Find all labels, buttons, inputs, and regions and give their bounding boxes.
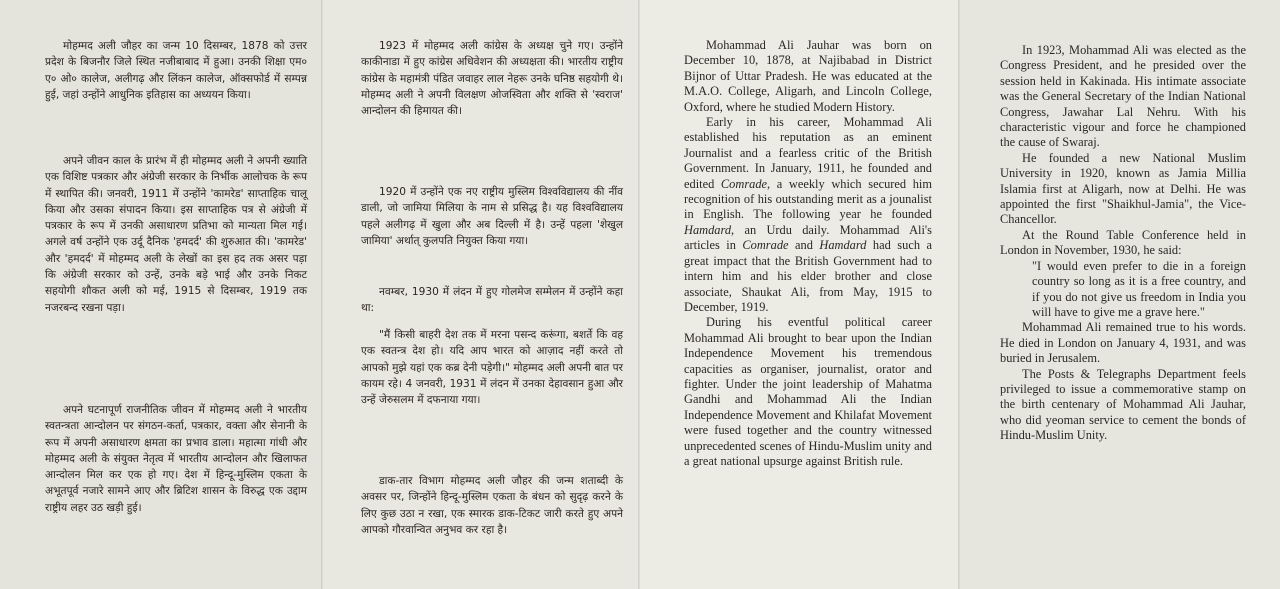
hindi-birth-paragraph: मोहम्मद अली जौहर का जन्म 10 दिसम्बर, 1878 को उत्तर प्रदेश के बिजनौर जिले स्थित नजीबाबाद में हुआ। उनकी शिक्षा एम० ए० ओ० कालेज, अलीगढ़ और लिंकन कालेज, ऑक्सफोर्ड में सम्पन्न हुई, जहां उन्होंने आधुनिक इतिहास का अध्ययन किया। bbox=[45, 40, 307, 101]
hamdard-title: Hamdard bbox=[819, 238, 867, 253]
hindi-journalism-paragraph: अपने जीवन काल के प्रारंभ में ही मोहम्मद अली ने अपनी ख्याति एक विशिष्ट पत्रकार और अंग्रेजी सरकार के निर्भीक आलोचक के रूप में स्थापित की। जनवरी, 1911 में उन्होंने 'कामरेड' साप्ताहिक चालू किया और उसका संपादन किया। इस साप्ताहिक पत्र से अंग्रेजी में पत्रकार के रूप में उनकी असाधारण प्रतिभा को मान्यता मिल गई। अगले वर्ष उन्होंने एक उर्दू दैनिक 'हमदर्द' की शुरुआत की। 'कामरेड' और 'हमदर्द' में मोहम्मद अली के लेखों का इस हद तक असर पड़ा कि अंग्रेजी सरकार को उन्हें, उनके बड़े भाई और उनके निकट सहयोगी शौकत अली को मई, 1915 से दिसम्बर, 1919 तक नजरबन्द रखना पड़ा। bbox=[45, 155, 307, 314]
english-political-paragraph: During his eventful political career Mohammad Ali brought to bear upon the Indian Independence Movement his tremendous capacities as organiser, journalist, orator and fighter. Under the joint leadership of Mahatma Gandhi and Mohammad Ali the Indian Independence Movement and Khilafat Movement were fused together and the country witnessed unprecedented scenes of Hindu-Muslim unity and a great national upsurge against British rule. bbox=[684, 315, 932, 468]
english-death-paragraph: Mohammad Ali remained true to his words. He died in London on January 4, 1931, and was buried in Jerusalem. bbox=[1000, 320, 1246, 366]
english-birth-paragraph: Mohammad Ali Jauhar was born on December 10, 1878, at Najibabad in District Bijnor of Uttar Pradesh. He was educated at the M.A.O. College, Aligarh, and Lincoln College, Oxford, where he studied Modern History. bbox=[684, 38, 932, 114]
hindi-quote-paragraph: "मैं किसी बाहरी देश तक में मरना पसन्द करूंगा, बशर्ते कि वह एक स्वतन्त्र देश हो। यदि आप भारत को आज़ाद नहीं करते तो आपको मुझे यहां एक कब्र देनी पड़ेगी।" मोहम्मद अली अपनी बात पर कायम रहे। 4 जनवरी, 1931 में लंदन में उनका देहावसान हुआ और उन्हें जेरुसलम में दफनाया गया। bbox=[361, 329, 623, 407]
english-jamia-paragraph: He founded a new National Muslim University in 1920, known as Jamia Millia Islamia first at Aligarh, now at Delhi. He was appointed the first "Shaikhul-Jamia", the Vice-Chancellor. bbox=[1000, 150, 1246, 227]
hindi-panel-left bbox=[0, 0, 323, 589]
hamdard-title: Hamdard bbox=[684, 222, 732, 237]
english-stamp-paragraph: The Posts & Telegraphs Department feels privileged to issue a commemorative stamp on the birth centenary of Mohammad Ali Jauhar, who did yeoman service to cement the bonds of Hindu-Muslim Unity. bbox=[1000, 366, 1246, 443]
english-quote: "I would even prefer to die in a foreign country so long as it is a free country, and if you do not give us freedom in India you will have to give me a grave here." bbox=[1032, 258, 1246, 319]
hindi-jamia-paragraph: 1920 में उन्होंने एक नए राष्ट्रीय मुस्लिम विश्वविद्यालय की नींव डाली, जो जामिया मिलिया के नाम से प्रसिद्ध है। यह विश्वविद्यालय पहले अलीगढ़ में खुला और अब दिल्ली में है। उन्हें पहला 'शेखुल जामिया' अर्थात् कुलपति नियुक्त किया गया। bbox=[361, 186, 623, 247]
hindi-congress-paragraph: 1923 में मोहम्मद अली कांग्रेस के अध्यक्ष चुने गए। उन्होंने काकीनाडा में हुए कांग्रेस अधिवेशन की अध्यक्षता की। भारतीय राष्ट्रीय कांग्रेस के महामंत्री पंडित जवाहर लाल नेहरू उनके घनिष्ठ सहयोगी थे। मोहम्मद अली ने अपनी विलक्षण ओजस्विता और शक्ति से 'स्वराज' आन्दोलन की हिमायत की। bbox=[361, 40, 623, 118]
comrade-title: Comrade bbox=[720, 176, 768, 191]
hindi-political-paragraph: अपने घटनापूर्ण राजनीतिक जीवन में मोहम्मद अली ने भारतीय स्वतन्त्रता आन्दोलन पर संगठन-कर्ता, पत्रकार, वक्ता और सेनानी के रूप में अपनी असाधारण क्षमता का प्रभाव डाला। महात्मा गांधी और मोहम्मद अली के संयुक्त नेतृत्व में भारतीय आन्दोलन और खिलाफत आन्दोलन मिल कर एक हो गए। देश में हिन्दू-मुस्लिम एकता के अभूतपूर्व नजारे सामने आए और ब्रिटिश शासन के विरुद्ध एक उद्दाम राष्ट्रीय लहर उठ खड़ी हुई। bbox=[45, 404, 307, 514]
comrade-title: Comrade bbox=[742, 238, 789, 253]
hindi-panel-right bbox=[323, 0, 640, 589]
hindi-stamp-paragraph: डाक-तार विभाग मोहम्मद अली जौहर की जन्म शताब्दी के अवसर पर, जिन्होंने हिन्दू-मुस्लिम एकता के बंधन को सुदृढ़ करने के लिए कुछ उठा न रखा, एक स्मारक डाक-टिकट जारी करते हुए अपने आपको गौरवान्वित अनुभव कर रहा है। bbox=[361, 475, 623, 536]
english-text-right bbox=[1000, 43, 1246, 444]
english-congress-paragraph: In 1923, Mohammad Ali was elected as the Congress President, and he presided over the session held in Kakinada. His intimate associate was the General Secretary of the Indian National Congress, Jawahar Lal Nehru. With his characteristic vigour and force he championed the cause of Swaraj. bbox=[1000, 43, 1246, 150]
english-round-table-paragraph: At the Round Table Conference held in London in November, 1930, he said: bbox=[1000, 227, 1246, 258]
english-panel-left bbox=[640, 0, 960, 589]
hindi-round-table-paragraph: नवम्बर, 1930 में लंदन में हुए गोलमेज सम्मेलन में उन्होंने कहा था: bbox=[361, 286, 623, 315]
english-journalism-paragraph: Early in his career, Mohammad Ali established his reputation as an eminent Journalist and a fearless critic of the British Government. In January, 1911, he founded and edited Comrade, a weekly which secured him recognition of his outstanding merit as a jounalist in English. The following year he founded Hamdard, an Urdu daily. Mohammad Ali's articles in Comrade and Hamdard had such a great impact that the British Government had to intern him and his elder brother and close associate, Shaukat Ali, from May, 1915 to December, 1919. bbox=[684, 115, 933, 314]
english-panel-right bbox=[960, 0, 1280, 589]
english-text-left bbox=[684, 38, 932, 469]
